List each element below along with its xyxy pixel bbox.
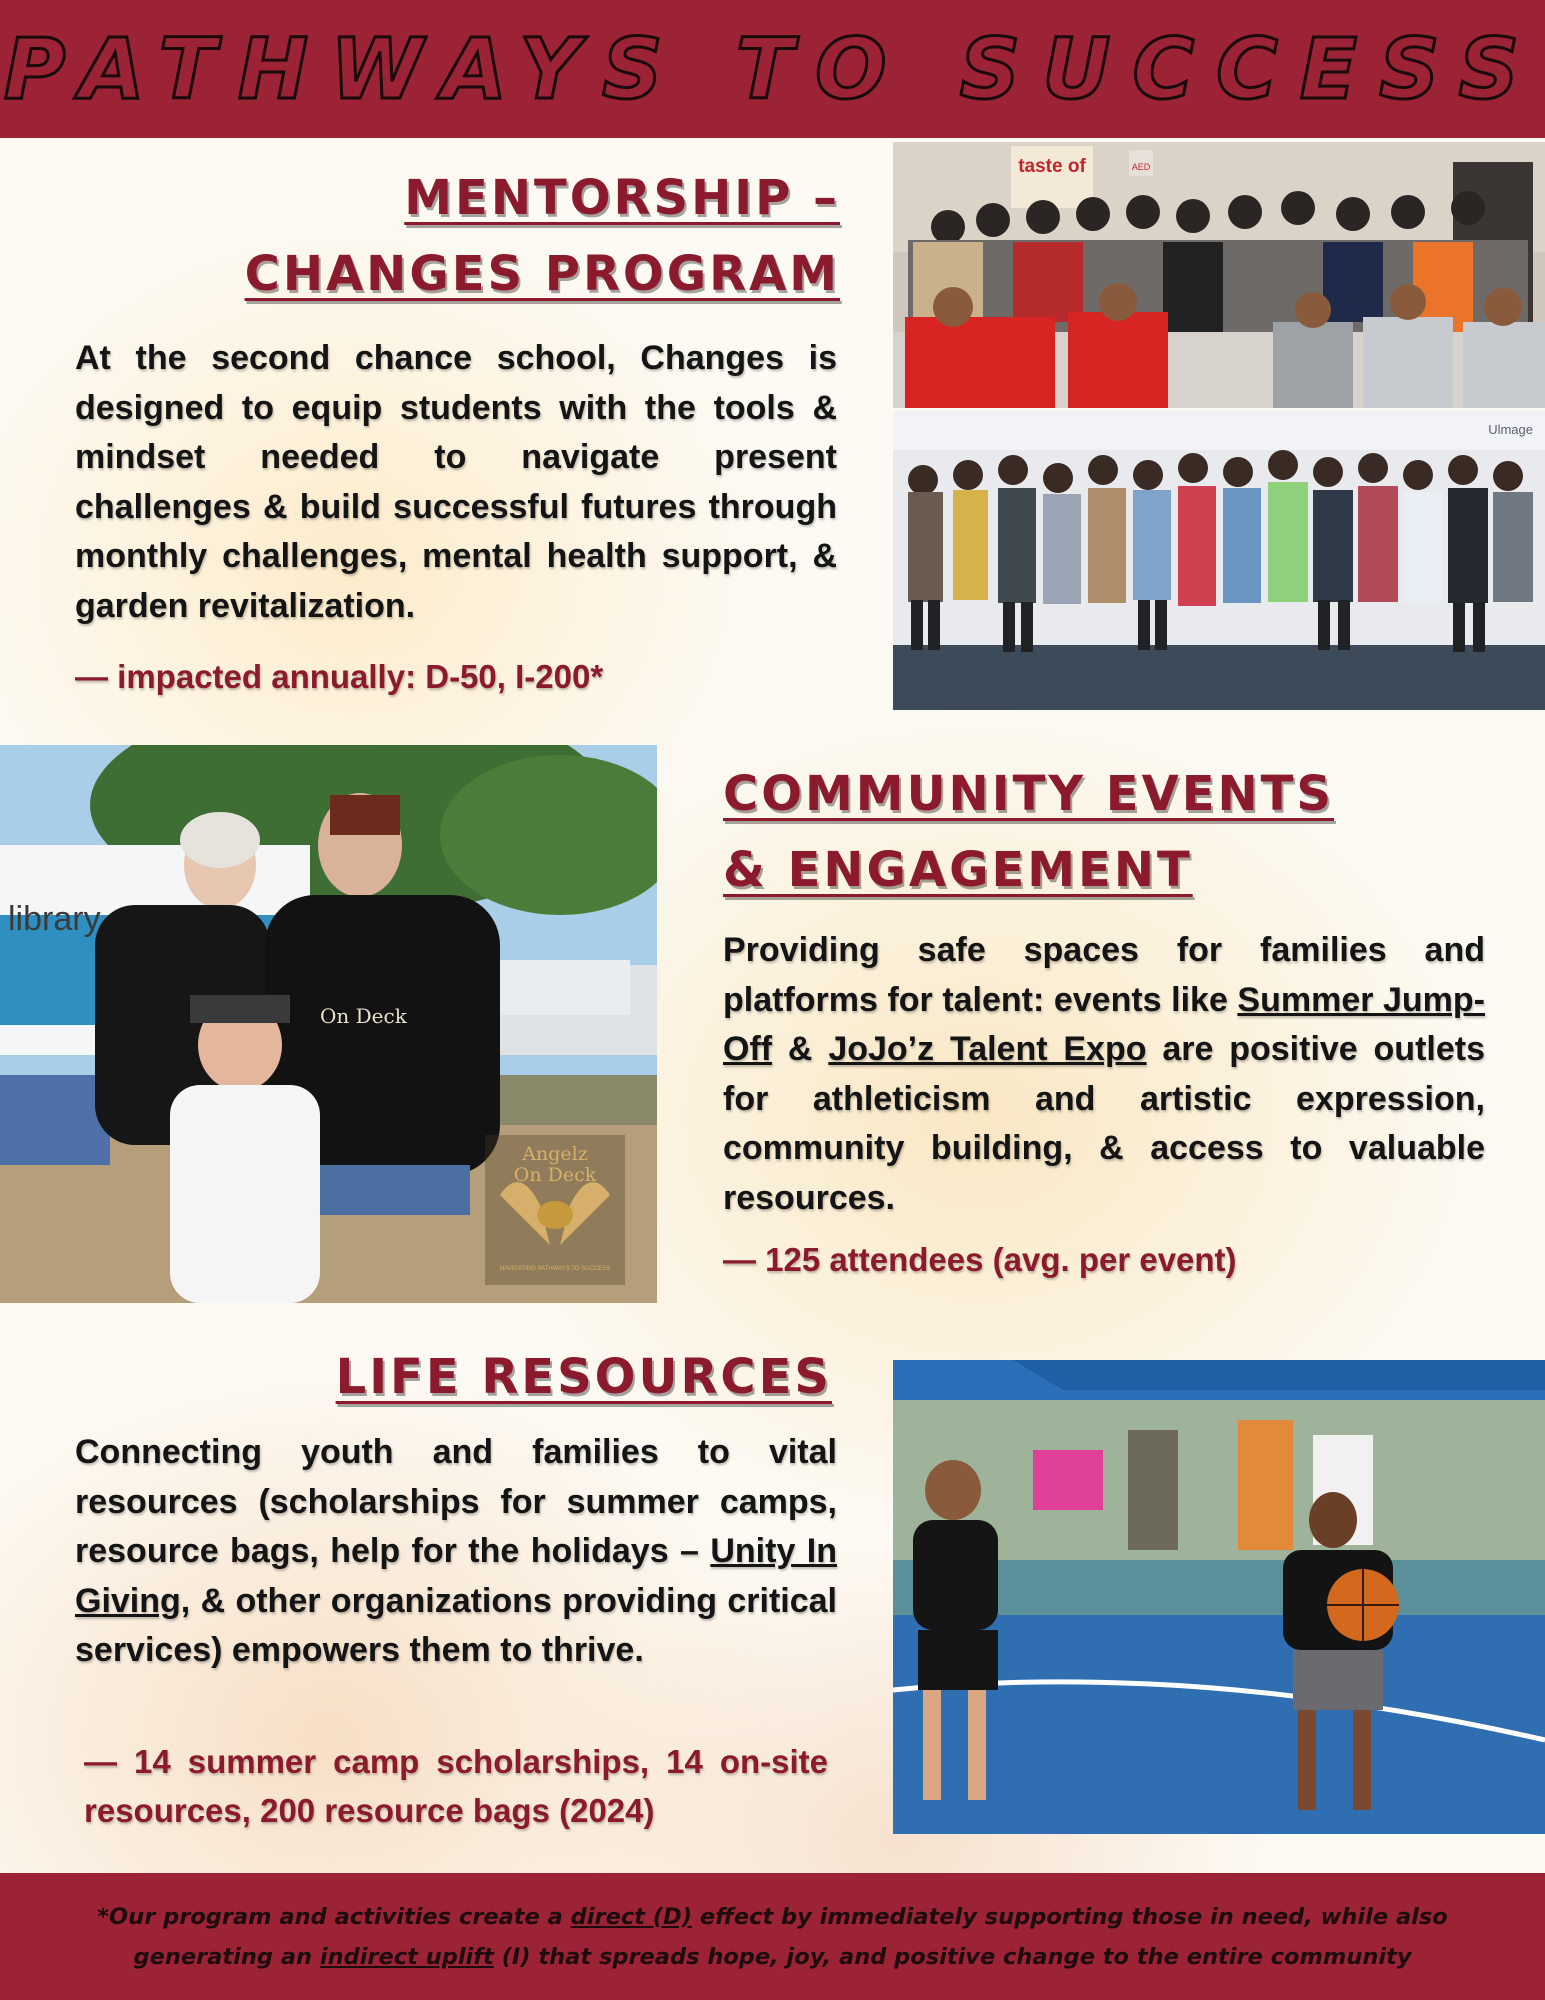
life-resources-heading [130,1339,832,1415]
footnote-part3: (I) that spreads hope, joy, and positive change to the entire community [493,1943,1412,1970]
aed-sign: AED [1131,162,1151,172]
family-photo [0,745,657,1303]
community-heading-line1: COMMUNITY EVENTS [723,766,1334,822]
summer-jump-off-link[interactable]: Summer Jump-Off [723,980,1486,1068]
footnote-part1: *Our program and activities create a [97,1903,571,1930]
mentorship-stat: — impacted annually: D-50, I-200* [75,658,604,695]
unity-in-giving-link[interactable]: Unity In Giving [75,1532,837,1620]
mentorship-body: At the second chance school, Changes is designed to equip students with the tools & mindset needed to navigate present challenges & build successful futures through monthly challenges, mental health support, & garden revitalization. [75,339,837,625]
community-body-part2: & [772,1030,829,1068]
mentorship-heading-line1: MENTORSHIP – [404,170,840,226]
community-body-part1: Providing safe spaces for families and platforms for talent: events like [723,931,1485,1019]
logo-line2: On Deck [513,1164,597,1186]
taste-of-sign: taste of [1018,156,1086,177]
life-body-part1: Connecting youth and families to vital resources (scholarships for summer camps, resource bags, help for the holidays – [75,1433,837,1570]
footnote-indirect: indirect uplift [319,1943,494,1970]
shirt-text: On Deck [320,1004,407,1028]
logo-tagline: NAVIGATING PATHWAYS TO SUCCESS [499,1266,611,1272]
page-title: PATHWAYS TO SUCCESS [3,20,1542,118]
talent-expo-link[interactable]: JoJo’z Talent Expo [828,1030,1147,1068]
logo-line1: Angelz [522,1143,588,1165]
group-photo-mentorship [893,142,1545,408]
community-stat: — 125 attendees (avg. per event) [723,1241,1237,1278]
header-banner [0,0,1545,138]
footer-banner [0,1873,1545,2000]
basketball-photo [893,1360,1545,1834]
life-body-part2: , & other organizations providing critical services) empowers them to thrive. [75,1581,837,1669]
community-body-part3: are positive outlets for athleticism and artistic expression, community building, & access to valuable resources. [723,1030,1485,1217]
community-body [723,926,1485,1223]
footnote [73,1897,1473,1977]
footnote-part2: effect by immediately supporting those in need, while also generating an [133,1903,1448,1970]
life-resources-body [75,1428,837,1676]
wall-banner-text: Ulmage [1488,422,1533,437]
community-heading [723,756,1523,908]
life-resources-stat: — 14 summer camp scholarships, 14 on-site resources, 200 resource bags (2024) [84,1743,828,1829]
life-resources-heading-text: LIFE RESOURCES [335,1349,832,1405]
community-heading-line2: & ENGAGEMENT [723,842,1193,898]
footnote-direct: direct (D) [570,1903,693,1930]
mentorship-heading-line2: CHANGES PROGRAM [244,246,840,302]
library-van-text: library [8,900,101,938]
mentorship-heading [130,160,840,312]
group-photo-youth [893,410,1545,710]
